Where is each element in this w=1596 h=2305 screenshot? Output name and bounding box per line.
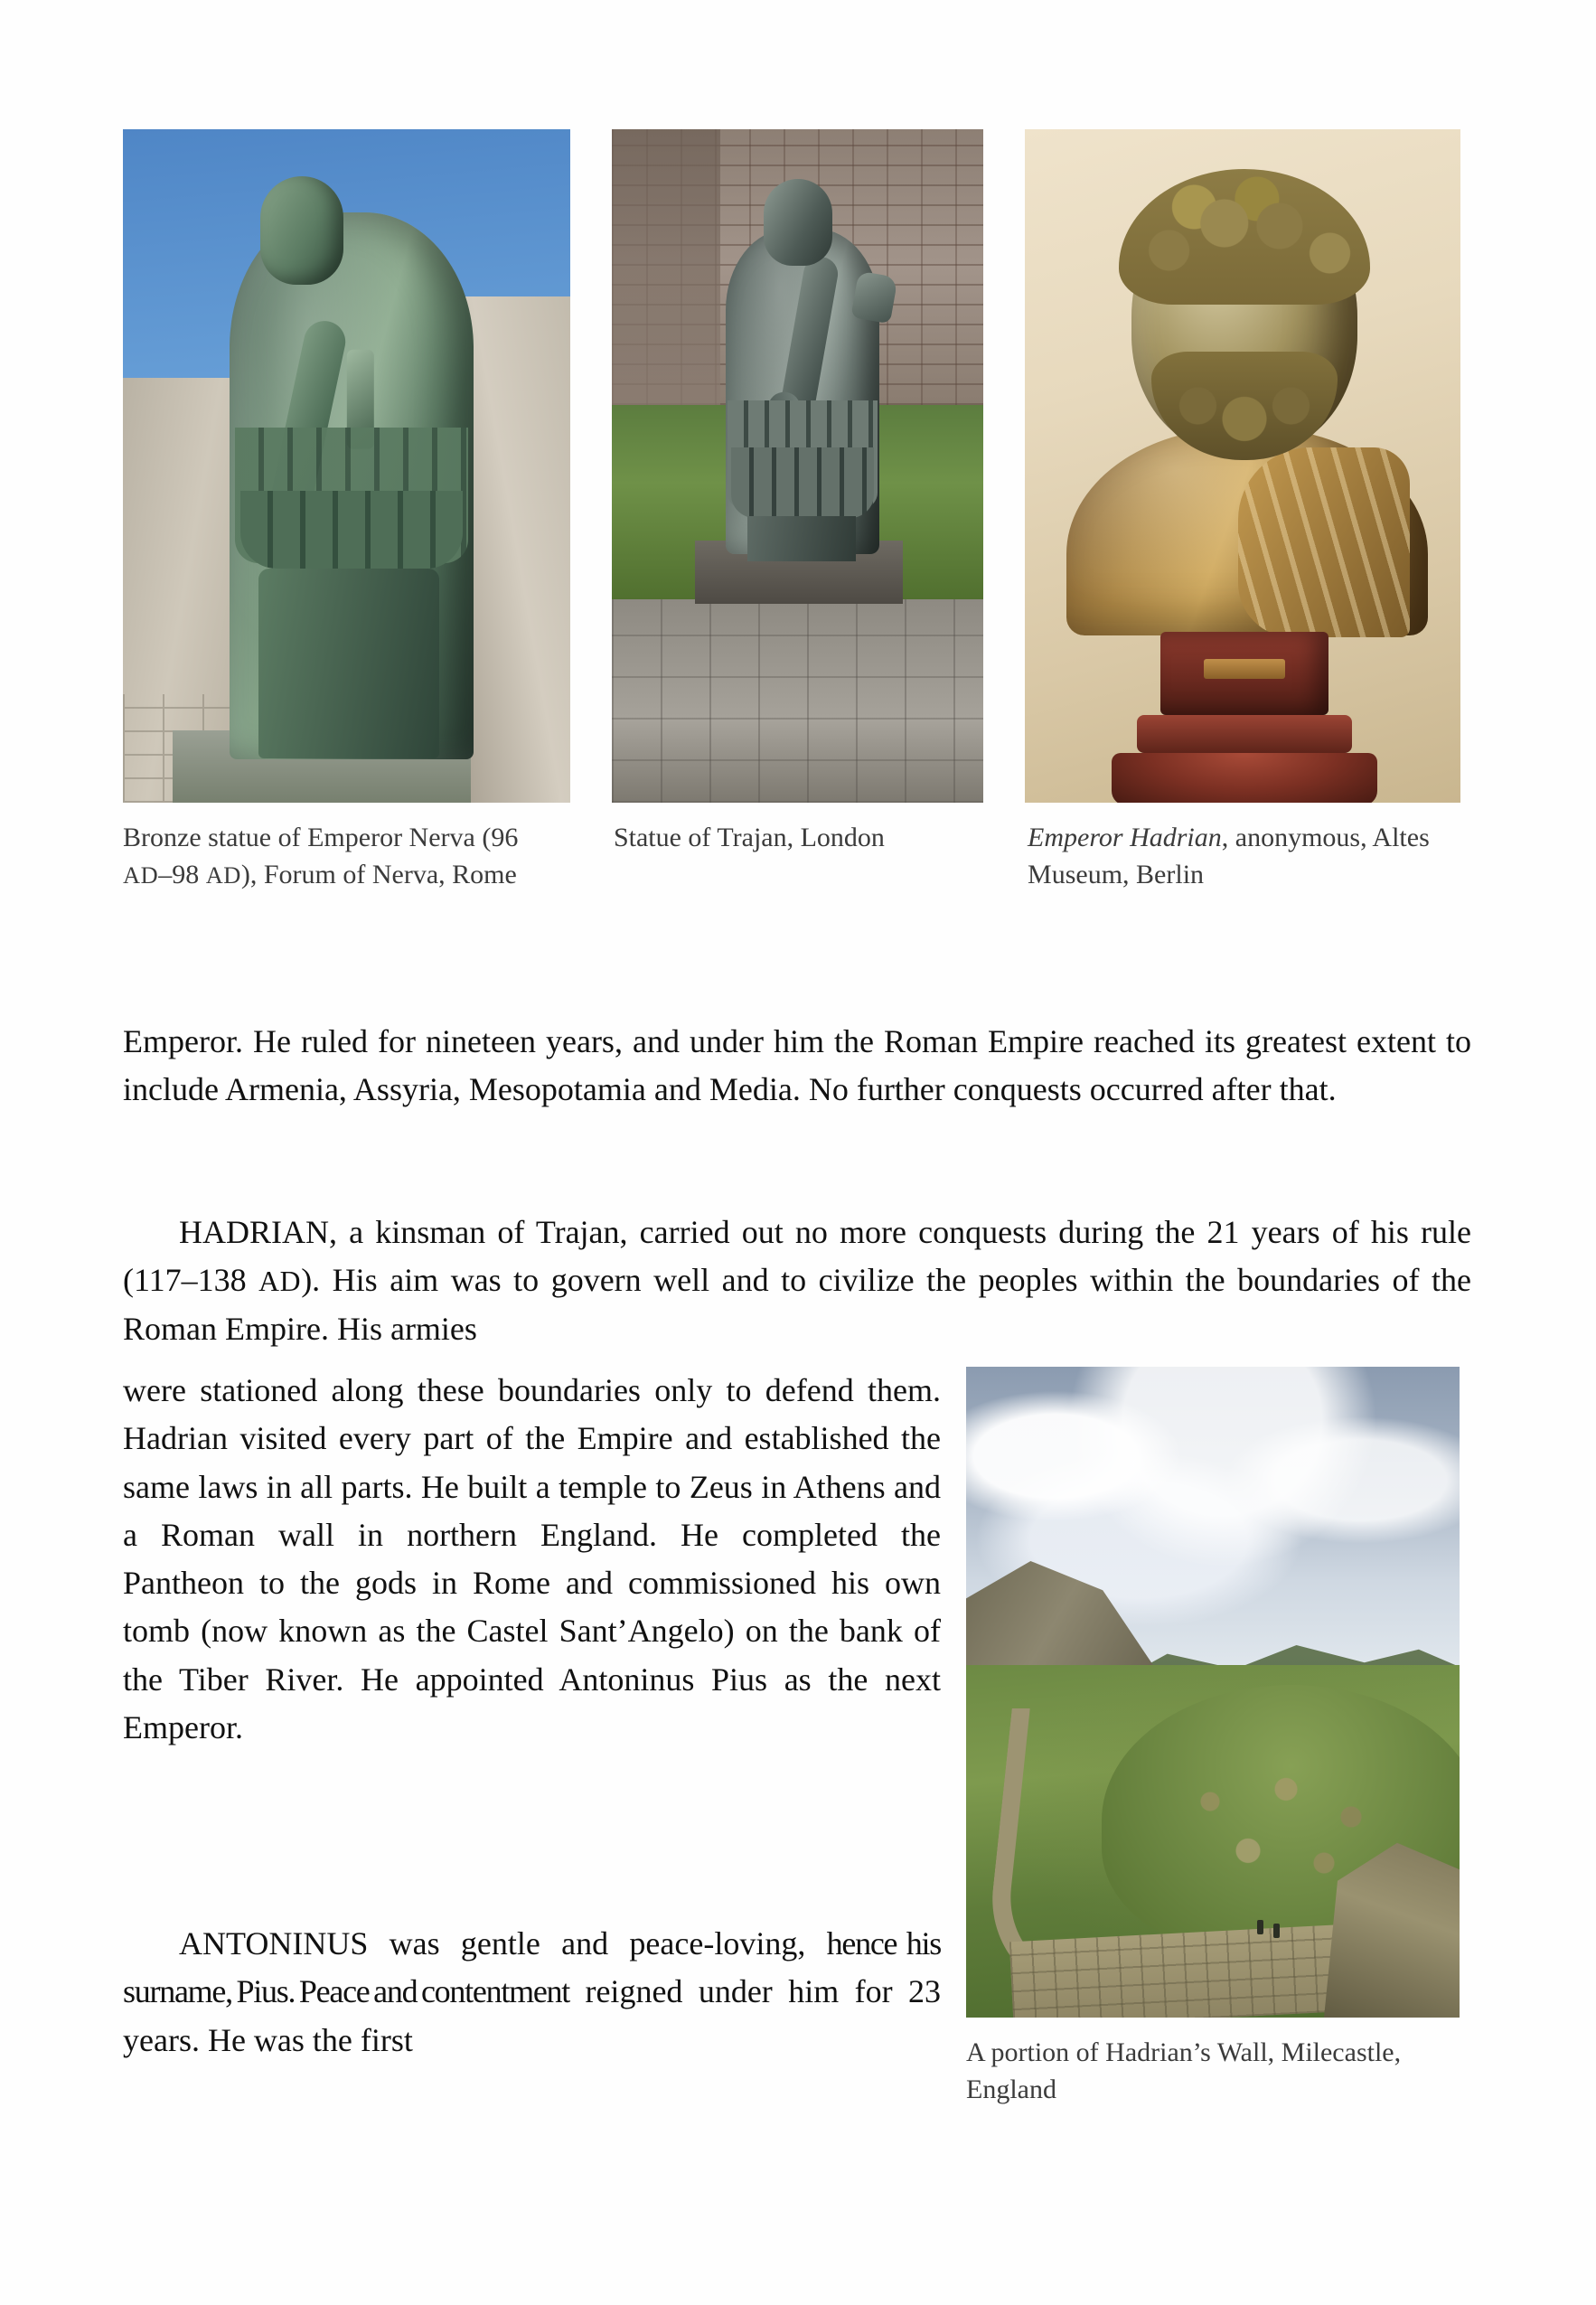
paragraph-trajan-reign: Emperor. He ruled for nineteen years, and under him the Roman Empire reached its greatest extent to include Armenia, Assyria, Mesopotamia and Media. No further conquests occurred after that. [123,1023,1471,1108]
antoninus-line-2: hence his surname, Pius. Peace and contentment [123,1925,942,2010]
era-abbreviation-ad: AD [123,861,159,889]
figure-caption-row [123,819,1469,894]
figure-caption-hadrian [1028,819,1469,894]
paragraph-text-part-b: ). His aim was to govern well and to civilize the peoples within the boundaries of the Roman Empire. His armies [123,1262,1472,1347]
paragraph-hadrian-rule: were stationed along these boundaries only to defend them. Hadrian visited every part of the Empire and established the same laws in all parts. He built a temple to Zeus in Athens and a Roman wall in northern England. He completed the Pantheon to the gods in Rome and commissioned his own tomb (now known as the Castel Sant’Angelo) on the bank of the Tiber River. He appointed Antoninus Pius as the next Emperor. [123,1372,941,1745]
caption-artwork-title: Emperor Hadrian [1028,823,1222,852]
statue-head [260,176,343,285]
era-abbreviation-ad: AD [205,861,241,889]
statue-skirt-lower [731,447,874,518]
walker-figure [1257,1920,1263,1934]
caption-text-part-a: Bronze statue of Emperor Nerva (96 [123,823,519,852]
era-abbreviation-ad: AD [258,1265,302,1298]
antoninus-line-1: ANTONINUS was gentle and peace-loving, [179,1925,806,1962]
paragraph-antoninus [123,1920,941,2065]
caption-text-part-c: ), Forum of Nerva, Rome [240,860,517,890]
figure-caption-nerva [123,819,572,894]
statue-hand [850,271,897,325]
figure-image-hadrians-wall [966,1367,1460,2018]
caption-text-rest: , anonymous, Altes Museum, Berlin [1028,823,1430,890]
antoninus-line-3: reigned under him for 23 years. He was the first [123,1973,941,2058]
figure-image-nerva [123,129,570,803]
caption-text-part-b: –98 [158,860,206,890]
statue-legs [258,569,439,758]
pedestal-base [1112,753,1377,803]
paving-stones [612,599,983,803]
statue-skirt-lower [240,491,463,569]
figure-caption-hadrians-wall: A portion of Hadrian’s Wall, Milecastle, England [966,2037,1402,2105]
pedestal-plaque [1204,659,1285,679]
figure-image-trajan [612,129,983,803]
statue-legs [747,516,856,561]
paragraph-hadrian-intro [123,1209,1471,1353]
statue-head [764,179,832,266]
roman-wall-shadow [612,129,720,405]
stone-wall-right [464,296,570,803]
bust-drapery [1238,447,1410,637]
walker-figure [1273,1924,1280,1938]
figure-image-hadrian [1025,129,1460,803]
figure-caption-trajan: Statue of Trajan, London [613,823,885,852]
pedestal-middle [1137,715,1352,753]
figure-strip [123,129,1460,803]
paragraph-text-part-a: HADRIAN, a kinsman of Trajan, carried out no more conquests during the 21 years of his rule (117–138 [123,1214,1471,1299]
